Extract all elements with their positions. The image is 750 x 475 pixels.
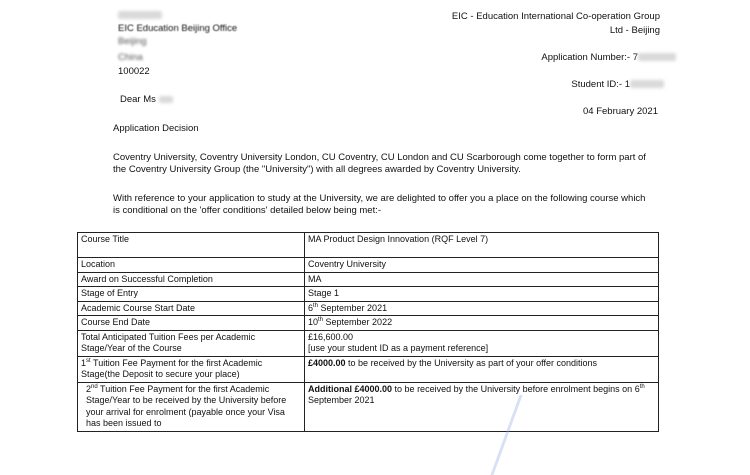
course-title-value: MA Product Design Innovation (RQF Level 7) <box>305 233 659 258</box>
second-payment-text: to be received by the University before enrolment begins on <box>392 383 635 394</box>
stage-entry-value: Stage 1 <box>305 287 659 302</box>
location-label: Location <box>78 258 305 273</box>
second-payment-suffix: th <box>639 383 645 390</box>
first-payment-label-text: Tuition Fee Payment for the first Academic Stage(the Deposit to secure your place) <box>81 357 263 379</box>
second-payment-label-num: 2 <box>86 383 92 394</box>
salutation-text: Dear Ms <box>120 94 156 105</box>
sender-org-line1: EIC - Education International Co-operation Group <box>451 11 660 22</box>
start-date-label: Academic Course Start Date <box>78 301 305 316</box>
first-payment-amount: £4000.00 <box>308 357 346 368</box>
first-payment-label <box>78 356 305 382</box>
second-payment-amount: Additional £4000.00 <box>308 383 393 394</box>
first-payment-label-num: 1 <box>81 357 87 368</box>
table-row <box>78 287 659 302</box>
student-id <box>571 79 664 91</box>
application-number-redacted <box>638 53 676 61</box>
table-row <box>78 272 659 287</box>
end-date-value <box>305 316 659 331</box>
second-payment-label-suffix: nd <box>91 383 98 390</box>
fees-value <box>305 330 659 356</box>
student-id-redacted <box>630 80 664 88</box>
end-date-day: 10 <box>308 317 319 327</box>
recipient-redacted-line <box>118 10 162 22</box>
fees-amount: £16,600.00 <box>308 331 354 342</box>
location-value: Coventry University <box>305 258 659 273</box>
end-date-label: Course End Date <box>78 316 305 331</box>
second-payment-day: 6 <box>634 383 640 394</box>
salutation <box>120 94 173 106</box>
table-row <box>78 301 659 316</box>
start-date-value <box>305 301 659 316</box>
fees-label: Total Anticipated Tuition Fees per Academic Stage/Year of the Course <box>78 330 305 356</box>
recipient-office: EIC Education Beijing Office <box>118 23 238 34</box>
salutation-name-redacted <box>159 96 173 103</box>
end-date-rest: September 2022 <box>323 317 393 327</box>
offer-paragraph: With reference to your application to study at the University, we are delighted to offer you a place on the following course which is conditional on the 'offer conditions' detailed below being met:- <box>113 193 646 216</box>
recipient-city: Beijing <box>118 36 147 47</box>
table-row <box>78 330 659 356</box>
letter-date: 04 February 2021 <box>583 106 658 117</box>
second-payment-label <box>78 382 305 431</box>
award-value: MA <box>305 272 659 287</box>
start-date-day: 6 <box>308 302 314 313</box>
end-date-suffix: th <box>318 317 324 323</box>
table-row <box>78 316 659 331</box>
recipient-postcode: 100022 <box>118 66 150 77</box>
second-payment-value <box>305 382 659 431</box>
intro-paragraph: Coventry University, Coventry University London, CU Coventry, CU London and CU Scarborough come together to form part of the Coventry University Group (the "University") with all degrees awarded by Coventry University. <box>113 152 646 175</box>
recipient-country: China <box>118 52 143 63</box>
sender-org-line2: Ltd - Beijing <box>609 25 660 36</box>
student-id-label: Student ID:- 1 <box>571 79 630 90</box>
award-label: Award on Successful Completion <box>78 272 305 287</box>
table-row <box>78 233 659 258</box>
first-payment-text: to be received by the University as part of your offer conditions <box>345 357 598 368</box>
application-number <box>541 52 676 64</box>
start-date-rest: September 2021 <box>318 302 388 313</box>
first-payment-value <box>305 356 659 382</box>
table-row <box>78 356 659 382</box>
table-row <box>78 258 659 273</box>
application-number-label: Application Number:- 7 <box>541 52 638 63</box>
stage-entry-label: Stage of Entry <box>78 287 305 302</box>
second-payment-label-text: Tuition Fee Payment for the first Academic Stage/Year to be received by the University before your arrival for enrolment (payable once your Visa has been issued to <box>86 383 287 428</box>
start-date-suffix: th <box>313 302 319 309</box>
first-payment-label-suffix: st <box>86 357 91 364</box>
second-payment-date-rest: September 2021 <box>308 395 375 405</box>
letter-heading: Application Decision <box>113 123 199 134</box>
course-title-label: Course Title <box>78 233 305 258</box>
fees-reference-note: [use your student ID as a payment reference] <box>308 343 489 353</box>
